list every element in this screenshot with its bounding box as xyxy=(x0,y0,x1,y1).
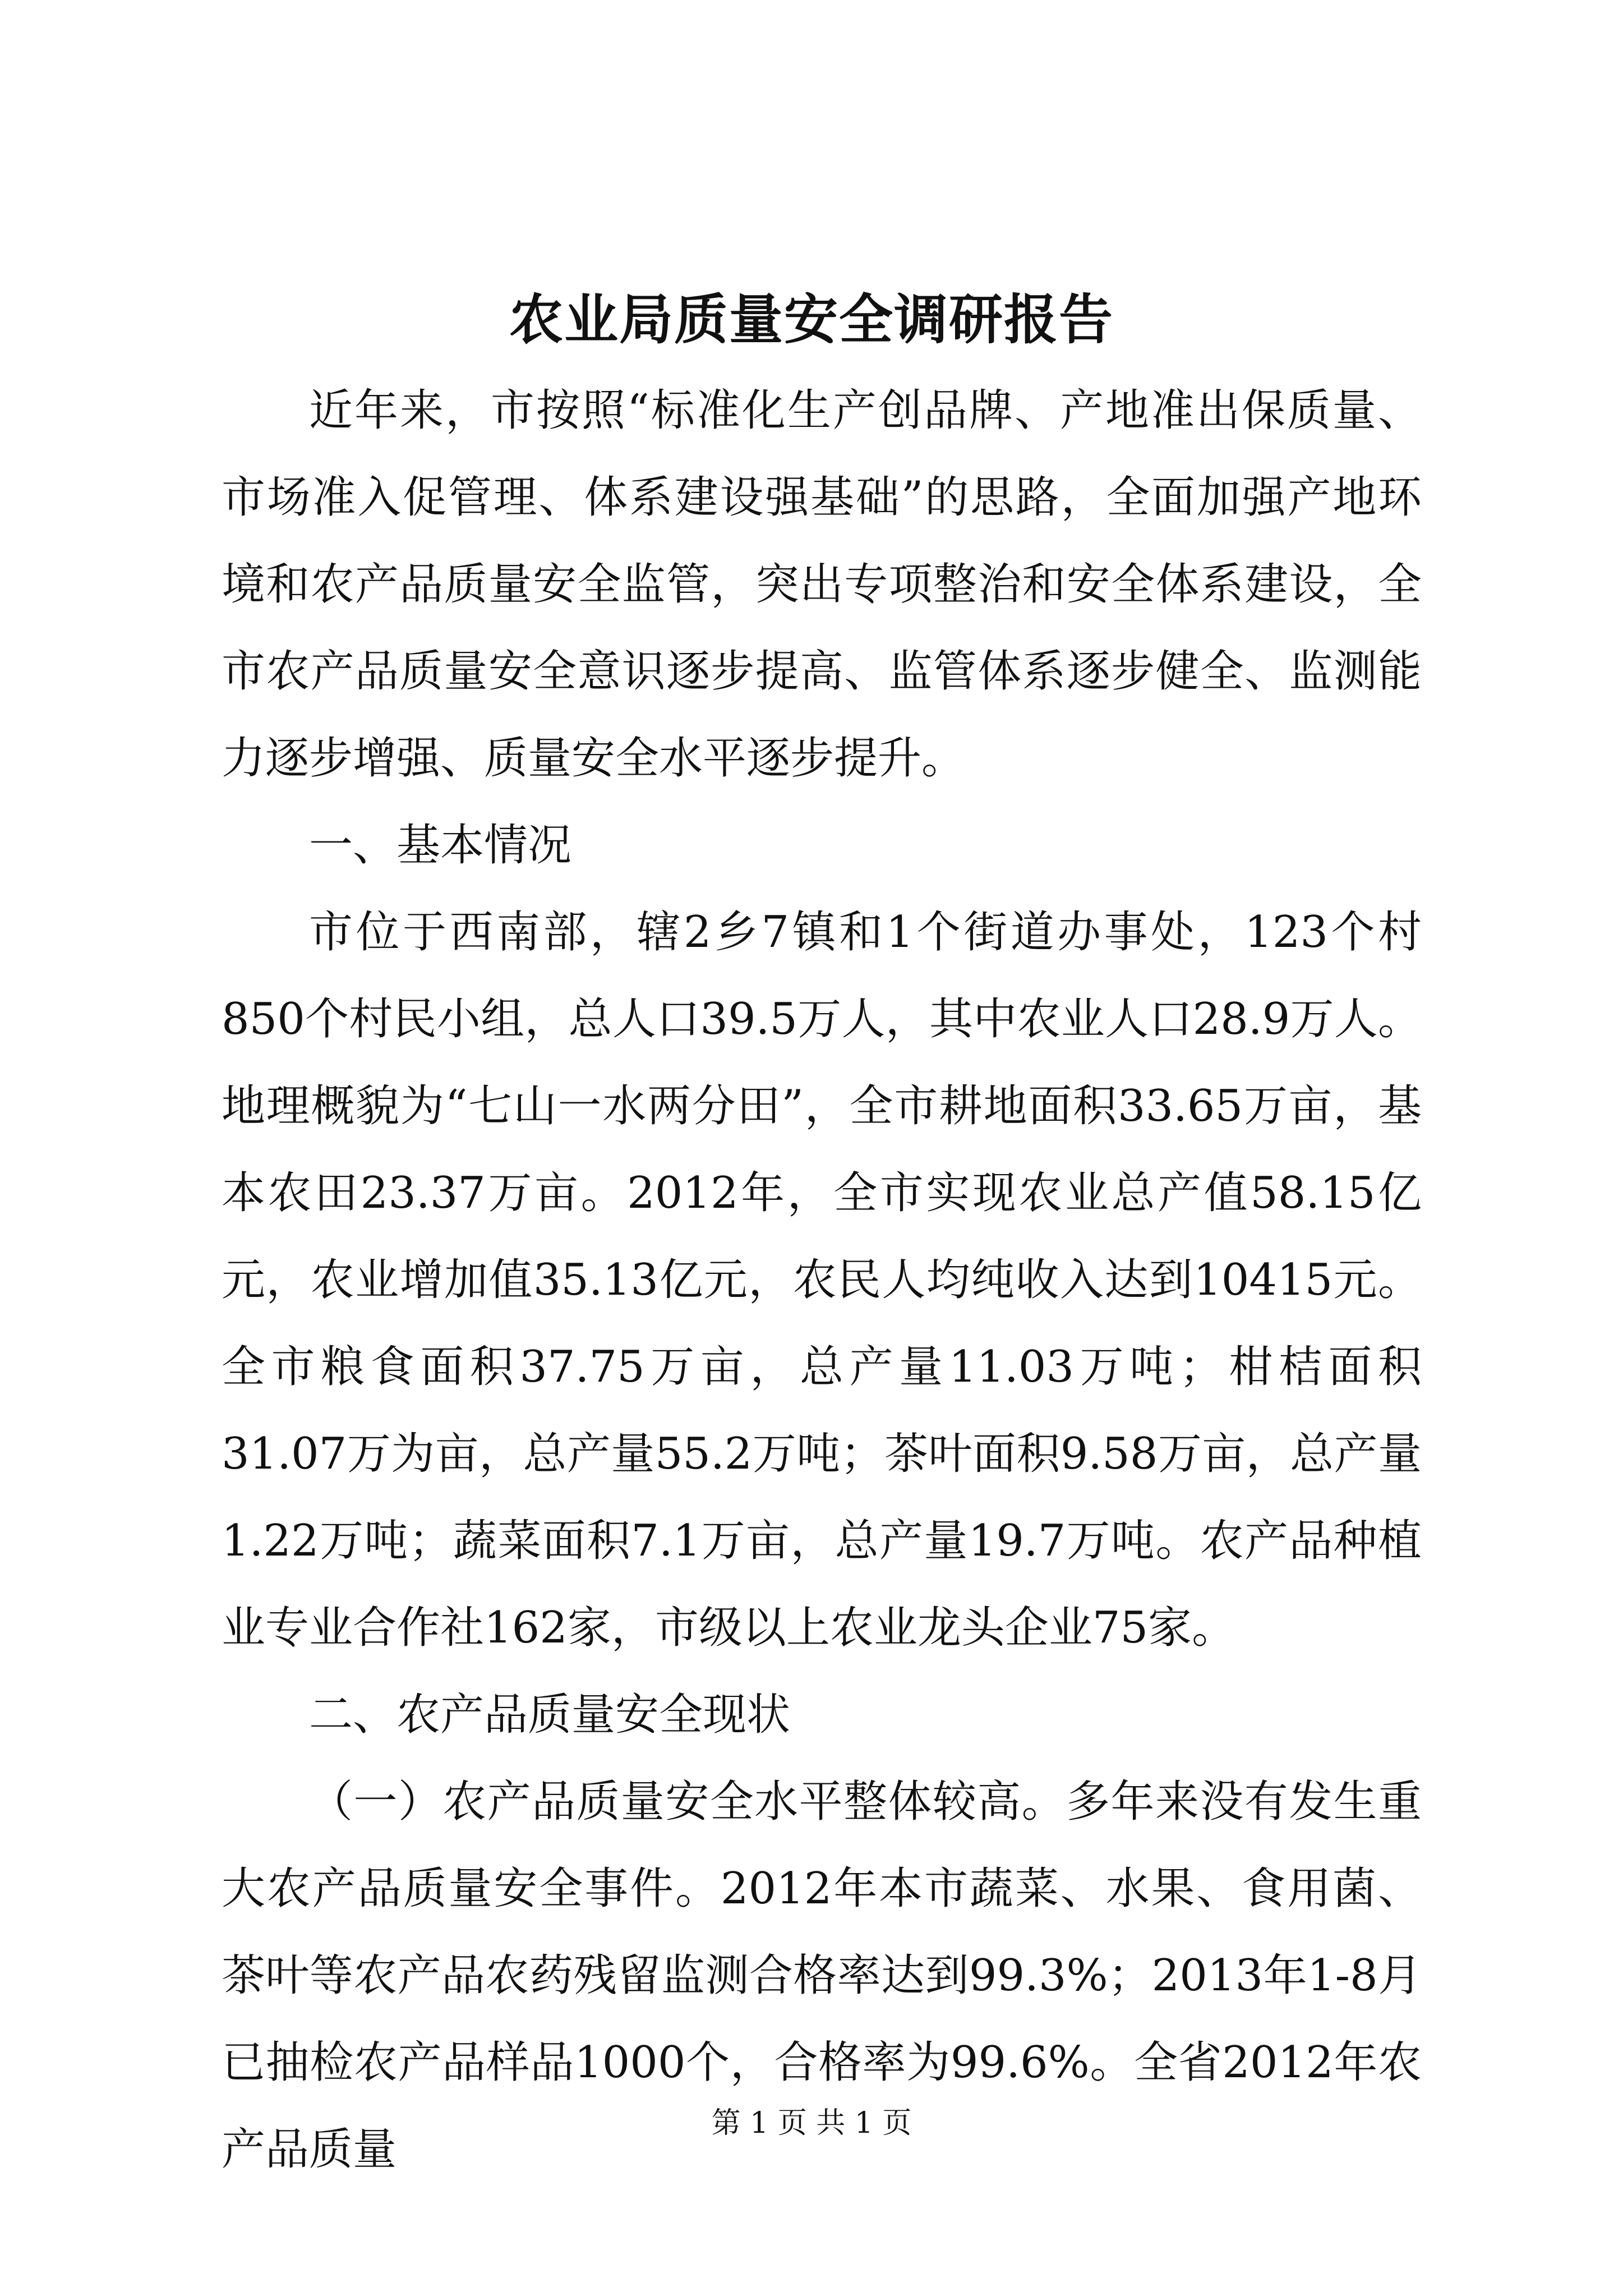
quality-status-paragraph: （一）农产品质量安全水平整体较高。多年来没有发生重大农产品质量安全事件。2012年本市蔬菜、水果、食用菌、茶叶等农产品农药残留监测合格率达到99.3%；2013年1-8月已抽检农产品样品1000个，合格率为99.6%。全省2012年农产品质量 xyxy=(222,1777,1422,2175)
page-footer: 第 1 页 共 1 页 xyxy=(711,2106,912,2140)
intro-paragraph: 近年来，市按照“标准化生产创品牌、产地准出保质量、市场准入促管理、体系建设强基础”的思路，全面加强产地环境和农产品质量安全监管，突出专项整治和安全体系建设，全市农产品质量安全意识逐步提高、监管体系逐步健全、监测能力逐步增强、质量安全水平逐步提升。 xyxy=(222,385,1422,784)
basic-situation-paragraph: 市位于西南部，辖2乡7镇和1个街道办事处，123个村850个村民小组，总人口39.5万人，其中农业人口28.9万人。地理概貌为“七山一水两分田”，全市耕地面积33.65万亩，基本农田23.37万亩。2012年，全市实现农业总产值58.15亿元，农业增加值35.13亿元，农民人均纯收入达到10415元。全市粮食面积37.75万亩，总产量11.03万吨；柑桔面积31.07万为亩，总产量55.2万吨；茶叶面积9.58万亩，总产量1.22万吨；蔬菜面积7.1万亩，总产量19.7万吨。农产品种植业专业合作社162家，市级以上农业龙头企业75家。 xyxy=(222,907,1422,1653)
section-heading-basic-situation: 一、基本情况 xyxy=(309,820,572,871)
document-title: 农业局质量安全调研报告 xyxy=(509,288,1114,351)
section-heading-quality-status: 二、农产品质量安全现状 xyxy=(309,1690,791,1740)
document-body xyxy=(222,367,1422,2193)
